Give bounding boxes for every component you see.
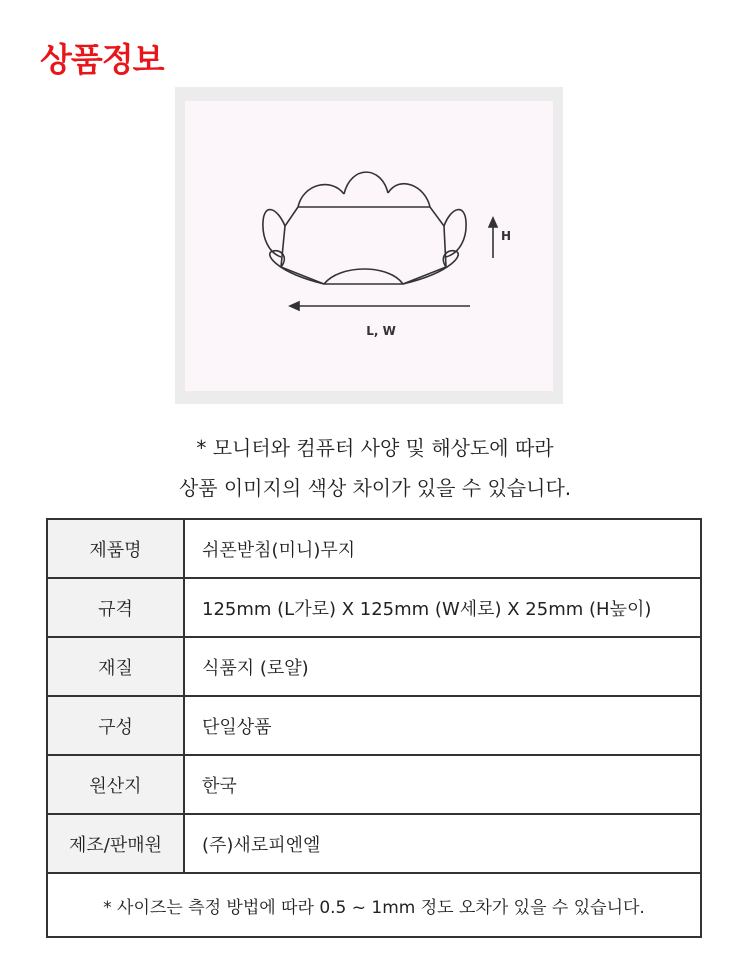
row-value: (주)새로피엔엘 — [184, 814, 701, 873]
size-tolerance-note: * 사이즈는 측정 방법에 따라 0.5 ~ 1mm 정도 오차가 있을 수 있습니다. — [47, 873, 701, 937]
petal-top-right — [388, 184, 430, 207]
petal-right-upper — [444, 210, 466, 257]
height-arrow — [489, 218, 497, 258]
product-diagram-canvas — [185, 101, 553, 391]
row-label: 원산지 — [47, 755, 184, 814]
row-label: 재질 — [47, 637, 184, 696]
petal-left-upper — [263, 210, 285, 257]
table-row — [47, 519, 701, 578]
width-arrow — [290, 302, 470, 310]
product-diagram — [175, 87, 563, 404]
page-title: 상품정보 — [40, 40, 164, 79]
width-label: L, W — [366, 324, 396, 338]
row-label: 구성 — [47, 696, 184, 755]
table-footnote-row — [47, 873, 701, 937]
petal-top-left — [298, 185, 344, 207]
table-row — [47, 696, 701, 755]
row-label: 제품명 — [47, 519, 184, 578]
liner-base-outline — [281, 207, 446, 284]
row-label: 제조/판매원 — [47, 814, 184, 873]
row-value: 식품지 (로얄) — [184, 637, 701, 696]
row-value: 단일상품 — [184, 696, 701, 755]
petal-top-center — [344, 172, 388, 194]
row-value: 쉬폰받침(미니)무지 — [184, 519, 701, 578]
table-row — [47, 755, 701, 814]
cake-liner-drawing — [185, 101, 553, 391]
spec-table — [46, 518, 702, 938]
row-label: 규격 — [47, 578, 184, 637]
monitor-notice-line1: * 모니터와 컴퓨터 사양 및 해상도에 따라 — [196, 436, 554, 460]
petal-bottom-center — [324, 269, 403, 284]
table-row — [47, 578, 701, 637]
row-value: 한국 — [184, 755, 701, 814]
height-label: H — [501, 229, 512, 243]
monitor-notice-line2: 상품 이미지의 색상 차이가 있을 수 있습니다. — [178, 476, 572, 500]
table-row — [47, 637, 701, 696]
table-row — [47, 814, 701, 873]
row-value: 125mm (L가로) X 125mm (W세로) X 25mm (H높이) — [184, 578, 701, 637]
